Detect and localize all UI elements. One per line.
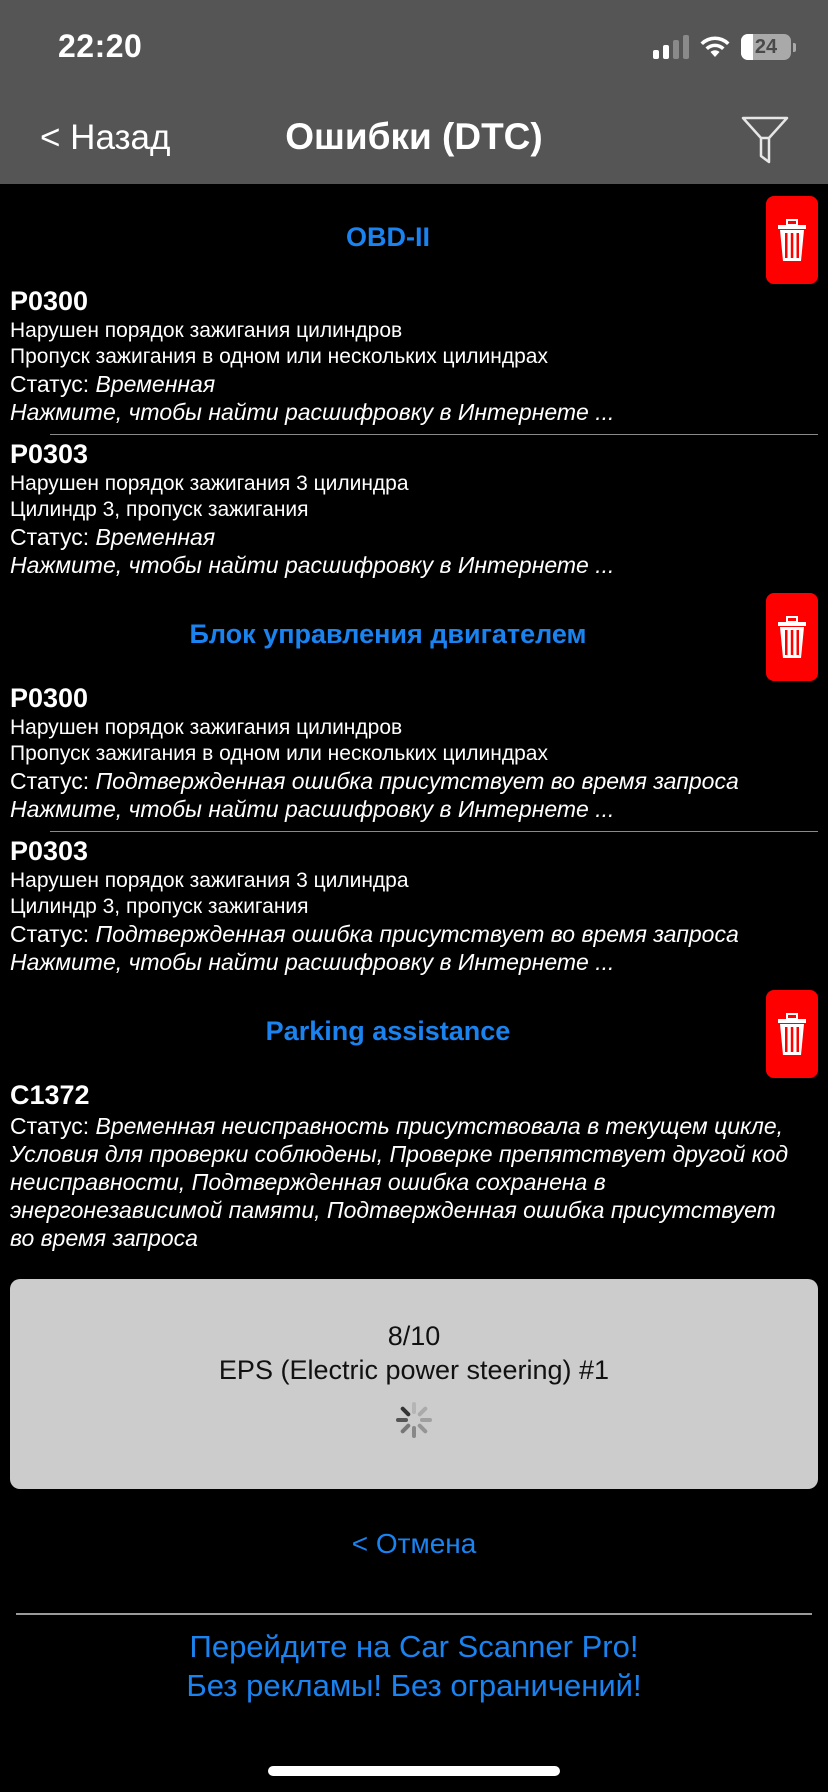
dtc-status: Статус: Временная — [10, 524, 216, 550]
dtc-item[interactable] — [0, 1078, 828, 1252]
dtc-code: C1372 — [10, 1080, 90, 1110]
battery-level: 24 — [754, 35, 778, 58]
cellular-signal-icon — [653, 35, 689, 59]
section-header-ecu — [0, 581, 828, 681]
promo-line-1: Перейдите на Car Scanner Pro! — [189, 1629, 639, 1664]
trash-icon — [776, 214, 808, 266]
dtc-description-secondary: Пропуск зажигания в одном или нескольких цилиндрах — [10, 345, 548, 368]
dtc-description: Нарушен порядок зажигания 3 цилиндра — [10, 472, 409, 495]
dtc-code: P0300 — [10, 286, 89, 316]
progress-module-name: EPS (Electric power steering) #1 — [218, 1355, 610, 1385]
dtc-item[interactable] — [0, 437, 828, 579]
page-title: Ошибки (DTC) — [285, 116, 543, 157]
dtc-status: Статус: Временная неисправность присутствовала в текущем цикле, Условия для проверки соблюдены, Проверке препятствует другой код неисправности, Подтвержденная ошибка сохранена в энергонезависимой памяти, Подтвержденная ошибка присутствует во время запроса — [10, 1113, 789, 1251]
loading-spinner-icon — [394, 1400, 434, 1440]
dtc-description: Нарушен порядок зажигания цилиндров — [10, 319, 403, 342]
filter-button[interactable] — [740, 114, 790, 166]
section-title: OBD-II — [346, 222, 430, 252]
dtc-search-link[interactable]: Нажмите, чтобы найти расшифровку в Интернете ... — [10, 399, 615, 425]
delete-section-button[interactable] — [766, 593, 818, 681]
dtc-item[interactable] — [0, 834, 828, 976]
dtc-code: P0303 — [10, 439, 89, 469]
divider — [50, 831, 818, 832]
divider — [50, 434, 818, 435]
dtc-item[interactable] — [0, 681, 828, 823]
nav-header — [0, 0, 828, 184]
home-indicator[interactable] — [268, 1766, 560, 1776]
dtc-code: P0300 — [10, 683, 89, 713]
progress-count: 8/10 — [387, 1321, 441, 1351]
dtc-description-secondary: Цилиндр 3, пропуск зажигания — [10, 498, 309, 521]
filter-funnel-icon — [740, 114, 790, 166]
dtc-code: P0303 — [10, 836, 89, 866]
section-title: Parking assistance — [265, 1016, 511, 1046]
trash-icon — [776, 611, 808, 663]
back-button[interactable]: < Назад — [40, 118, 171, 157]
section-title: Блок управления двигателем — [189, 619, 587, 649]
dtc-list — [0, 184, 828, 1252]
dtc-search-link[interactable]: Нажмите, чтобы найти расшифровку в Интернете ... — [10, 796, 615, 822]
dtc-description-secondary: Пропуск зажигания в одном или нескольких цилиндрах — [10, 742, 548, 765]
promo-line-2: Без рекламы! Без ограничений! — [186, 1668, 642, 1703]
cancel-button[interactable]: < Отмена — [351, 1528, 477, 1559]
section-header-parking — [0, 978, 828, 1078]
dtc-status: Статус: Временная — [10, 371, 216, 397]
upgrade-pro-link[interactable] — [0, 1627, 828, 1705]
delete-section-button[interactable] — [766, 196, 818, 284]
dtc-status: Статус: Подтвержденная ошибка присутствует во время запроса — [10, 921, 739, 947]
dtc-search-link[interactable]: Нажмите, чтобы найти расшифровку в Интернете ... — [10, 949, 615, 975]
status-icons — [653, 34, 796, 60]
dtc-status: Статус: Подтвержденная ошибка присутствует во время запроса — [10, 768, 739, 794]
wifi-icon — [699, 35, 731, 59]
dtc-search-link[interactable]: Нажмите, чтобы найти расшифровку в Интернете ... — [10, 552, 615, 578]
dtc-item[interactable] — [0, 284, 828, 426]
dtc-description: Нарушен порядок зажигания 3 цилиндра — [10, 869, 409, 892]
battery-icon — [741, 34, 796, 60]
trash-icon — [776, 1008, 808, 1060]
dtc-description: Нарушен порядок зажигания цилиндров — [10, 716, 403, 739]
divider — [16, 1613, 812, 1615]
scan-progress-card — [10, 1279, 818, 1489]
delete-section-button[interactable] — [766, 990, 818, 1078]
status-time: 22:20 — [58, 28, 143, 64]
section-header-obd2 — [0, 184, 828, 284]
dtc-description-secondary: Цилиндр 3, пропуск зажигания — [10, 895, 309, 918]
